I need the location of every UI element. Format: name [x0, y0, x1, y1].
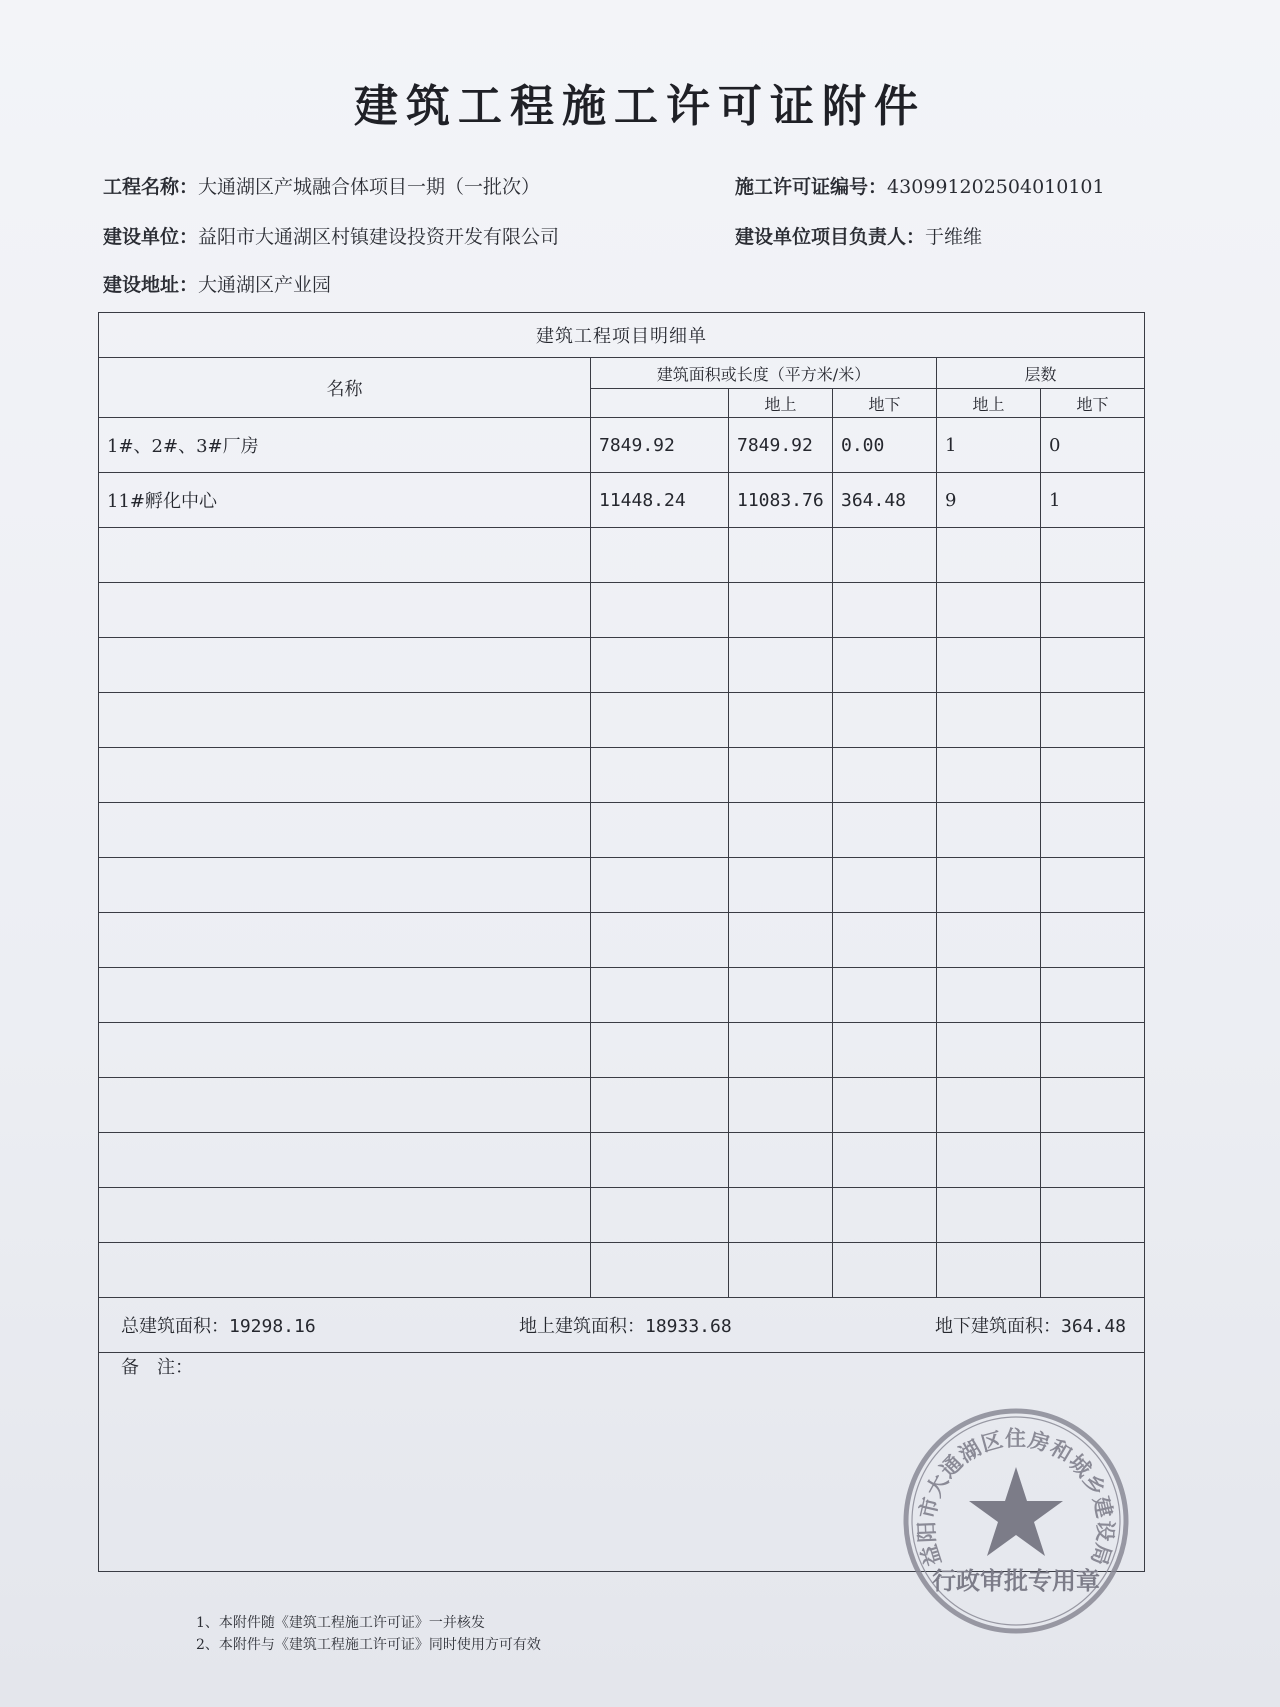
blank-cell [937, 1188, 1041, 1243]
blank-cell [729, 528, 833, 583]
blank-cell [833, 638, 937, 693]
above-area [519, 1312, 732, 1338]
totals-row [99, 1298, 1145, 1353]
blank-cell [833, 1188, 937, 1243]
remark-label: 备 注： [99, 1353, 1145, 1572]
builder-label: 建设单位： [103, 226, 199, 248]
blank-cell [729, 638, 833, 693]
blank-table-row [99, 968, 1145, 1023]
total-area-value: 19298.16 [229, 1316, 316, 1337]
row-below-area: 0.00 [833, 418, 937, 473]
project-name-label: 工程名称： [103, 176, 199, 198]
project-detail-table [98, 312, 1145, 1572]
blank-cell [729, 1078, 833, 1133]
footnote-1: 1、本附件随《建筑工程施工许可证》一并核发 [196, 1615, 485, 1631]
header-area-above: 地上 [729, 389, 833, 418]
blank-cell [729, 748, 833, 803]
blank-cell [1041, 583, 1145, 638]
blank-cell [99, 913, 591, 968]
total-area-label: 总建筑面积： [121, 1316, 229, 1337]
blank-cell [591, 638, 729, 693]
blank-table-row [99, 1188, 1145, 1243]
blank-cell [833, 803, 937, 858]
blank-cell [729, 583, 833, 638]
table-row [99, 473, 1145, 528]
blank-cell [1041, 528, 1145, 583]
header-area: 建筑面积或长度（平方米/米） [591, 358, 937, 389]
header-floors: 层数 [937, 358, 1145, 389]
permit-number-label: 施工许可证编号： [735, 176, 888, 198]
footnote-2: 2、本附件与《建筑工程施工许可证》同时使用方可有效 [196, 1637, 541, 1653]
blank-cell [937, 748, 1041, 803]
blank-cell [99, 858, 591, 913]
blank-cell [99, 528, 591, 583]
blank-cell [1041, 803, 1145, 858]
leader-label: 建设单位项目负责人： [735, 226, 926, 248]
blank-table-row [99, 748, 1145, 803]
blank-cell [833, 748, 937, 803]
blank-cell [729, 803, 833, 858]
blank-cell [99, 583, 591, 638]
blank-cell [937, 1023, 1041, 1078]
blank-cell [937, 858, 1041, 913]
blank-cell [833, 1243, 937, 1298]
blank-cell [833, 968, 937, 1023]
below-area [935, 1312, 1126, 1338]
blank-cell [1041, 1078, 1145, 1133]
seal-ring-text: 益阳市大通湖区住房和城乡建设局 [913, 1425, 1119, 1570]
header-floors-above: 地上 [937, 389, 1041, 418]
table-caption: 建筑工程项目明细单 [99, 313, 1145, 358]
blank-cell [591, 693, 729, 748]
row-above-area: 7849.92 [729, 418, 833, 473]
blank-cell [1041, 638, 1145, 693]
row-floors-above: 9 [937, 473, 1041, 528]
row-below-area: 364.48 [833, 473, 937, 528]
blank-cell [591, 1188, 729, 1243]
blank-table-row [99, 803, 1145, 858]
blank-cell [729, 1188, 833, 1243]
blank-cell [591, 1078, 729, 1133]
blank-cell [591, 528, 729, 583]
row-floors-below: 1 [1041, 473, 1145, 528]
blank-cell [1041, 1188, 1145, 1243]
above-area-value: 18933.68 [645, 1316, 732, 1337]
blank-cell [591, 1243, 729, 1298]
blank-cell [937, 1133, 1041, 1188]
blank-table-row [99, 638, 1145, 693]
permit-number-value: 430991202504010101 [887, 176, 1105, 198]
row-total-area: 7849.92 [591, 418, 729, 473]
blank-cell [729, 693, 833, 748]
document-title: 建筑工程施工许可证附件 [354, 81, 926, 132]
blank-table-row [99, 528, 1145, 583]
blank-cell [99, 803, 591, 858]
row-name: 11#孵化中心 [99, 473, 591, 528]
blank-cell [591, 858, 729, 913]
blank-cell [937, 528, 1041, 583]
blank-cell [1041, 1023, 1145, 1078]
blank-cell [1041, 858, 1145, 913]
blank-cell [99, 1023, 591, 1078]
blank-cell [591, 803, 729, 858]
blank-cell [937, 913, 1041, 968]
blank-cell [937, 638, 1041, 693]
permit-number-line [735, 172, 1105, 199]
header-floors-below: 地下 [1041, 389, 1145, 418]
address-label: 建设地址： [103, 274, 199, 296]
blank-table-row [99, 693, 1145, 748]
blank-cell [729, 1243, 833, 1298]
blank-cell [99, 1243, 591, 1298]
row-floors-below: 0 [1041, 418, 1145, 473]
blank-cell [1041, 913, 1145, 968]
blank-rows [99, 528, 1145, 1298]
blank-cell [729, 913, 833, 968]
blank-cell [99, 693, 591, 748]
blank-cell [833, 913, 937, 968]
blank-cell [591, 1023, 729, 1078]
blank-cell [591, 968, 729, 1023]
blank-cell [1041, 1133, 1145, 1188]
blank-cell [833, 1023, 937, 1078]
blank-cell [1041, 1243, 1145, 1298]
row-name: 1#、2#、3#厂房 [99, 418, 591, 473]
blank-cell [729, 968, 833, 1023]
blank-cell [729, 1133, 833, 1188]
blank-table-row [99, 1023, 1145, 1078]
project-name-value: 大通湖区产城融合体项目一期（一批次） [198, 176, 541, 198]
official-seal [900, 1405, 1132, 1637]
blank-cell [937, 803, 1041, 858]
blank-cell [833, 1078, 937, 1133]
blank-cell [937, 1243, 1041, 1298]
blank-cell [591, 913, 729, 968]
below-area-value: 364.48 [1061, 1316, 1127, 1337]
blank-cell [99, 968, 591, 1023]
blank-table-row [99, 583, 1145, 638]
blank-cell [937, 693, 1041, 748]
blank-cell [937, 1078, 1041, 1133]
total-area [121, 1312, 316, 1338]
builder-line [103, 222, 559, 249]
blank-cell [591, 1133, 729, 1188]
builder-value: 益阳市大通湖区村镇建设投资开发有限公司 [198, 226, 560, 248]
blank-cell [833, 693, 937, 748]
below-area-label: 地下建筑面积： [935, 1316, 1061, 1337]
blank-cell [1041, 748, 1145, 803]
blank-table-row [99, 1078, 1145, 1133]
blank-table-row [99, 1243, 1145, 1298]
row-above-area: 11083.76 [729, 473, 833, 528]
blank-cell [729, 858, 833, 913]
blank-cell [729, 1023, 833, 1078]
leader-line [735, 222, 982, 249]
star-icon [969, 1467, 1063, 1556]
blank-cell [833, 528, 937, 583]
blank-cell [591, 583, 729, 638]
project-name-line [103, 172, 540, 199]
blank-cell [833, 1133, 937, 1188]
row-floors-above: 1 [937, 418, 1041, 473]
blank-cell [99, 748, 591, 803]
footnotes [196, 1612, 541, 1656]
blank-cell [1041, 693, 1145, 748]
leader-value: 于维维 [925, 226, 983, 248]
blank-cell [99, 638, 591, 693]
blank-table-row [99, 858, 1145, 913]
blank-cell [937, 968, 1041, 1023]
table-row [99, 418, 1145, 473]
blank-cell [833, 858, 937, 913]
above-area-label: 地上建筑面积： [519, 1316, 645, 1337]
blank-cell [99, 1133, 591, 1188]
blank-table-row [99, 913, 1145, 968]
blank-cell [937, 583, 1041, 638]
address-value: 大通湖区产业园 [198, 274, 332, 296]
address-line [103, 270, 331, 297]
blank-cell [833, 583, 937, 638]
blank-cell [99, 1188, 591, 1243]
blank-cell [99, 1078, 591, 1133]
seal-bottom-text: 行政审批专用章 [932, 1566, 1100, 1595]
header-name: 名称 [99, 358, 591, 418]
blank-cell [1041, 968, 1145, 1023]
row-total-area: 11448.24 [591, 473, 729, 528]
blank-table-row [99, 1133, 1145, 1188]
blank-cell [591, 748, 729, 803]
header-area-below: 地下 [833, 389, 937, 418]
